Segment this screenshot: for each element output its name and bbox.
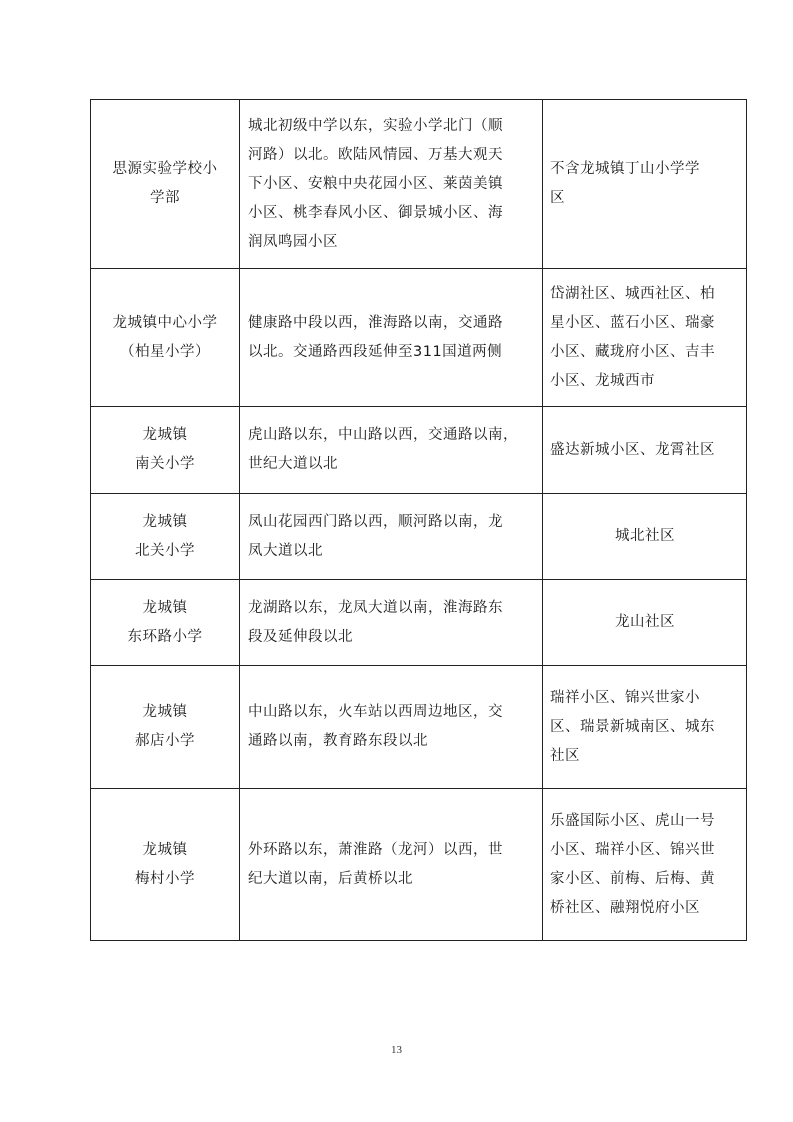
range-line: 凤山花园西门路以西，顺河路以南，龙 <box>248 513 503 530</box>
exception-cell <box>543 407 747 494</box>
range-line: 段及延伸段以北 <box>248 628 353 645</box>
school-name-line: 思源实验学校小 <box>112 161 218 177</box>
table-row <box>91 789 747 941</box>
range-line: 河路）以北。欧陆风情园、万基大观天 <box>248 146 503 163</box>
exception-line: 盛达新城小区、龙霄社区 <box>550 441 715 458</box>
exception-line: 小区、藏珑府小区、吉丰 <box>550 343 715 360</box>
exception-line: 区 <box>550 190 565 206</box>
exception-cell <box>543 494 747 580</box>
district-range-cell <box>240 269 543 407</box>
exception-line: 小区、瑞祥小区、锦兴世 <box>550 841 715 858</box>
table-row <box>91 580 747 666</box>
range-line: 纪大道以南，后黄桥以北 <box>248 870 413 887</box>
table-row <box>91 494 747 580</box>
exception-line: 桥社区、融翔悦府小区 <box>550 899 700 916</box>
school-name-cell <box>91 789 240 941</box>
page-number: 13 <box>391 1044 402 1056</box>
range-line: 世纪大道以北 <box>248 456 338 472</box>
exception-cell <box>543 580 747 666</box>
exception-line: 乐盛国际小区、虎山一号 <box>550 812 715 829</box>
school-name-line: 龙城镇 <box>142 599 188 616</box>
exception-line: 小区、龙城西市 <box>550 372 655 389</box>
table-row <box>91 407 747 494</box>
school-name-line: 南关小学 <box>135 456 195 472</box>
exception-cell <box>543 269 747 407</box>
exception-line: 岱湖社区、城西社区、柏 <box>550 285 715 302</box>
range-line: 润凤鸣园小区 <box>248 233 338 250</box>
district-range-cell <box>240 494 543 580</box>
range-line: 外环路以东，萧淮路（龙河）以西，世 <box>248 841 503 858</box>
range-line: 城北初级中学以东，实验小学北门（顺 <box>248 117 503 134</box>
school-name-line: 龙城镇 <box>142 427 188 443</box>
range-line: 小区、桃李春风小区、御景城小区、海 <box>248 204 503 221</box>
district-range-cell <box>240 666 543 789</box>
school-name-line: 龙城镇 <box>142 704 188 720</box>
exception-cell <box>543 100 747 269</box>
district-range-cell <box>240 580 543 666</box>
exception-cell <box>543 789 747 941</box>
range-line: 龙湖路以东，龙凤大道以南，淮海路东 <box>248 599 503 616</box>
school-name-line: 龙城镇 <box>142 841 188 858</box>
exception-line: 社区 <box>550 747 580 764</box>
range-line: 通路以南，教育路东段以北 <box>248 733 428 749</box>
range-line: 虎山路以东，中山路以西，交通路以南， <box>248 427 518 443</box>
school-name-line: 东环路小学 <box>127 628 203 645</box>
range-line: 下小区、安粮中央花园小区、莱茵美镇 <box>248 175 503 192</box>
exception-line: 区、瑞景新城南区、城东 <box>550 718 715 735</box>
district-range-cell <box>240 789 543 941</box>
range-line: 中山路以东，火车站以西周边地区，交 <box>248 704 503 720</box>
table-row <box>91 269 747 407</box>
exception-line: 星小区、蓝石小区、瑞豪 <box>550 314 715 331</box>
school-name-line: 龙城镇中心小学 <box>112 314 218 331</box>
school-name-cell <box>91 666 240 789</box>
school-name-line: 梅村小学 <box>135 870 195 887</box>
table-row <box>91 666 747 789</box>
district-range-cell <box>240 100 543 269</box>
school-name-cell <box>91 269 240 407</box>
exception-line: 城北社区 <box>615 528 675 544</box>
exception-cell <box>543 666 747 789</box>
school-name-cell <box>91 100 240 269</box>
range-line: 以北。交通路西段延伸至311国道两侧 <box>248 343 503 360</box>
school-name-cell <box>91 407 240 494</box>
school-name-line: 学部 <box>150 190 180 206</box>
school-name-cell <box>91 580 240 666</box>
school-name-line: 龙城镇 <box>142 513 188 530</box>
range-line: 凤大道以北 <box>248 542 323 559</box>
exception-line: 龙山社区 <box>615 614 675 630</box>
table-row <box>91 100 747 269</box>
exception-line: 瑞祥小区、锦兴世家小 <box>550 689 700 706</box>
range-line: 健康路中段以西，淮海路以南，交通路 <box>248 314 503 331</box>
school-name-line: 北关小学 <box>135 542 195 559</box>
exception-line: 不含龙城镇丁山小学学 <box>550 161 700 177</box>
district-range-cell <box>240 407 543 494</box>
school-name-line: （柏星小学） <box>120 343 210 360</box>
school-district-table <box>90 99 747 941</box>
school-name-line: 郝店小学 <box>135 733 195 749</box>
school-name-cell <box>91 494 240 580</box>
exception-line: 家小区、前梅、后梅、黄 <box>550 870 715 887</box>
